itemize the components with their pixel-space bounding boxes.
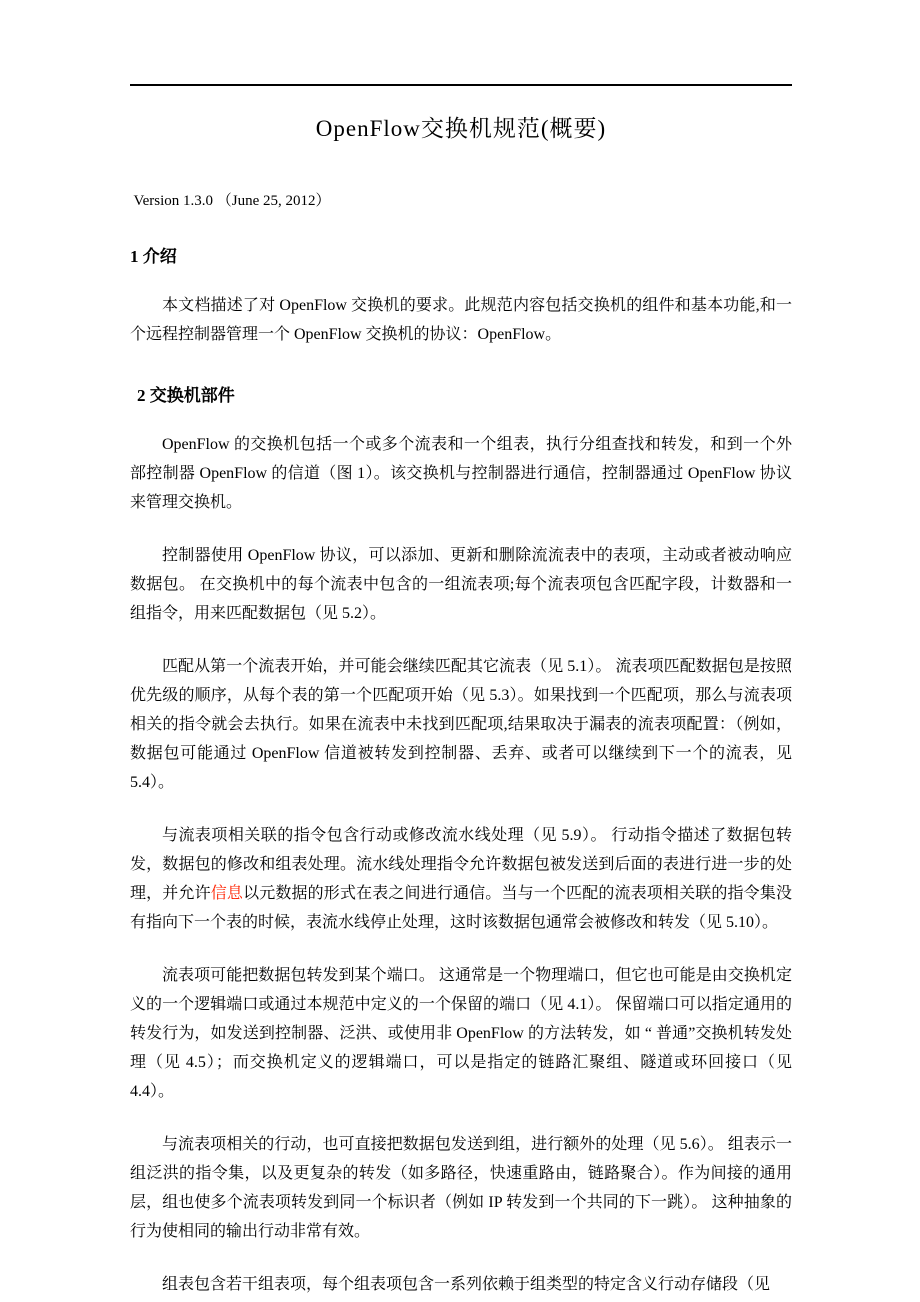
section-1-heading: 1 介绍 (130, 247, 177, 266)
paragraph-ports: 流表项可能把数据包转发到某个端口。 这通常是一个物理端口，但它也可能是由交换机定义的一个逻辑端口或通过本规范中定义的一个保留的端口（见 4.1）。 保留端口可以指定通用的转发行为，如发送到控制器、泛洪、或使用非 OpenFlow 的方法转发，如 “ 普通”交换机转发处理（见 4.5）；而交换机定义的逻辑端口，可以是指定的链路汇聚组、隧道或环回接口（见 4.4）。 (130, 967, 792, 1100)
paragraph-matching: 匹配从第一个流表开始，并可能会继续匹配其它流表（见 5.1）。 流表项匹配数据包是按照优先级的顺序，从每个表的第一个匹配项开始（见 5.3）。如果找到一个匹配项，那么与流表项相关的指令就会去执行。如果在流表中未找到匹配项,结果取决于漏表的流表项配置：（例如，数据包可能通过 OpenFlow 信道被转发到控制器、丢弃、或者可以继续到下一个的流表，见 5.4）。 (130, 658, 792, 791)
paragraph-controller-protocol: 控制器使用 OpenFlow 协议，可以添加、更新和删除流流表中的表项，主动或者被动响应数据包。 在交换机中的每个流表中包含的一组流表项;每个流表项包含匹配字段，计数器和一组指令，用来匹配数据包（见 5.2）。 (130, 547, 792, 622)
paragraph-intro: 本文档描述了对 OpenFlow 交换机的要求。此规范内容包括交换机的组件和基本功能,和一个远程控制器管理一个 OpenFlow 交换机的协议：OpenFlow。 (130, 297, 792, 343)
paragraph-group-table: 组表包含若干组表项，每个组表项包含一系列依赖于组类型的特定含义行动存储段（见 (162, 1276, 771, 1293)
paragraph-instructions-text-before: 与流表项相关联的指令包含行动或修改流水线处理（见 5.9）。 行动指令描述了数据包转发，数据包的修改和组表处理。流水线处理指令允许数据包被发送到后面的表进行进一步的处理，并允许 (130, 827, 792, 902)
highlighted-red-text: 信息 (210, 885, 244, 902)
paragraph-instructions-text-after: 以元数据的形式在表之间进行通信。当与一个匹配的流表项相关联的指令集没有指向下一个表的时候，表流水线停止处理，这时该数据包通常会被修改和转发（见 5.10）。 (130, 885, 792, 931)
paragraph-groups: 与流表项相关的行动，也可直接把数据包发送到组，进行额外的处理（见 5.6）。 组表示一组泛洪的指令集，以及更复杂的转发（如多路径，快速重路由，链路聚合）。作为间接的通用层，组也使多个流表项转发到同一个标识者（例如 IP 转发到一个共同的下一跳）。 这种抽象的行为使相同的输出行动非常有效。 (130, 1136, 792, 1240)
paragraph-instructions (130, 821, 792, 937)
paragraph-switch-overview: OpenFlow 的交换机包括一个或多个流表和一个组表，执行分组查找和转发，和到一个外部控制器 OpenFlow 的信道（图 1）。该交换机与控制器进行通信，控制器通过 OpenFlow 协议来管理交换机。 (130, 436, 792, 511)
header-rule (130, 84, 792, 86)
document-title: OpenFlow交换机规范(概要) (315, 116, 607, 141)
section-2-heading: 2 交换机部件 (137, 386, 235, 405)
version-line: Version 1.3.0 （June 25, 2012） (130, 193, 331, 209)
